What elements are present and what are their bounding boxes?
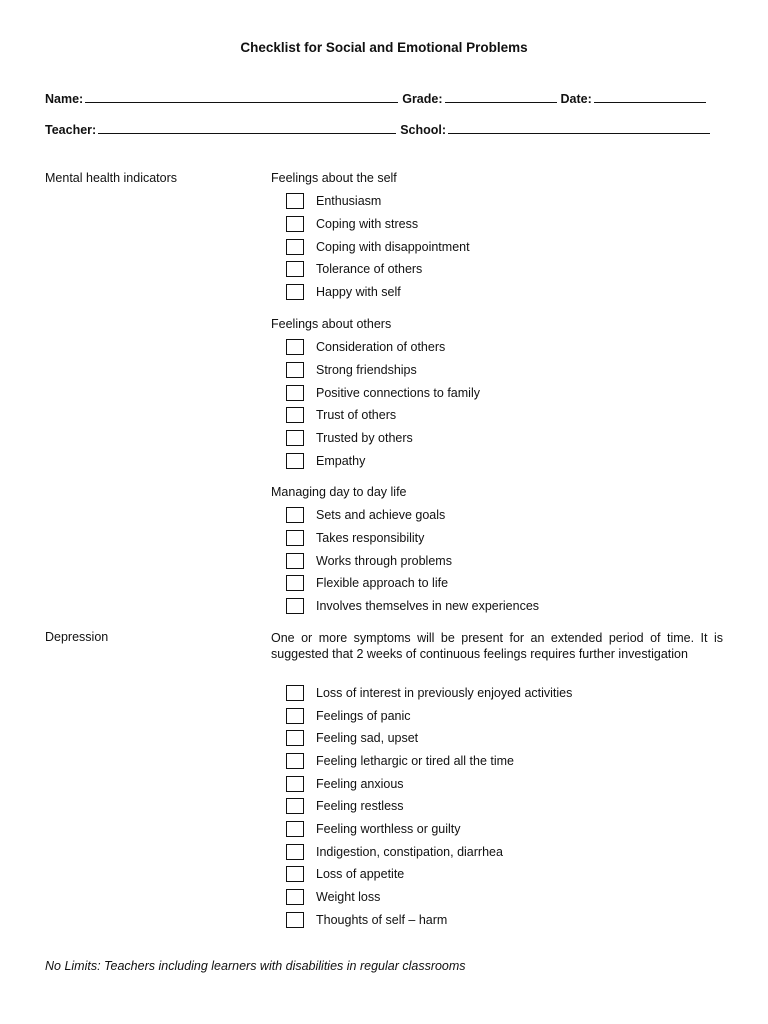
checklist-item: Enthusiasm	[286, 191, 381, 211]
checklist-item: Coping with disappointment	[286, 237, 470, 257]
checklist-item: Feelings of panic	[286, 706, 411, 726]
checkbox[interactable]	[286, 239, 304, 255]
checkbox[interactable]	[286, 844, 304, 860]
depression-description: One or more symptoms will be present for an extended period of time. It is suggested that 2 weeks of continuous feelings requires further investigation	[271, 631, 723, 661]
grade-field[interactable]	[445, 91, 557, 103]
checkbox[interactable]	[286, 430, 304, 446]
checklist-item: Loss of appetite	[286, 864, 404, 884]
mental-health-label: Mental health indicators	[45, 171, 178, 185]
checkbox[interactable]	[286, 776, 304, 792]
date-label: Date:	[560, 92, 592, 106]
checkbox[interactable]	[286, 730, 304, 746]
checkbox[interactable]	[286, 407, 304, 423]
checklist-item: Happy with self	[286, 282, 401, 302]
teacher-field[interactable]	[98, 122, 396, 134]
checkbox[interactable]	[286, 753, 304, 769]
date-field[interactable]	[594, 91, 706, 103]
checkbox[interactable]	[286, 453, 304, 469]
grade-label: Grade:	[402, 92, 443, 106]
checkbox[interactable]	[286, 216, 304, 232]
name-label: Name:	[45, 92, 84, 106]
checkbox[interactable]	[286, 685, 304, 701]
teacher-label: Teacher:	[45, 123, 97, 137]
name-grade-date-row	[45, 91, 723, 106]
checkbox[interactable]	[286, 530, 304, 546]
checklist-item: Strong friendships	[286, 360, 417, 380]
checkbox[interactable]	[286, 798, 304, 814]
checkbox[interactable]	[286, 553, 304, 569]
school-label: School:	[400, 123, 447, 137]
checklist-item: Thoughts of self – harm	[286, 910, 447, 930]
checklist-item: Feeling worthless or guilty	[286, 819, 461, 839]
checkbox[interactable]	[286, 339, 304, 355]
checklist-item: Indigestion, constipation, diarrhea	[286, 842, 503, 862]
checklist-item: Feeling anxious	[286, 774, 404, 794]
checklist-item: Trusted by others	[286, 428, 413, 448]
checkbox[interactable]	[286, 889, 304, 905]
checkbox[interactable]	[286, 284, 304, 300]
checklist-item: Trust of others	[286, 405, 396, 425]
checklist-item: Feeling lethargic or tired all the time	[286, 751, 514, 771]
checklist-item: Loss of interest in previously enjoyed activities	[286, 683, 572, 703]
checkbox[interactable]	[286, 385, 304, 401]
checkbox[interactable]	[286, 821, 304, 837]
depression-label: Depression	[45, 630, 109, 644]
checklist-item: Involves themselves in new experiences	[286, 596, 539, 616]
checkbox[interactable]	[286, 708, 304, 724]
checklist-item: Feeling restless	[286, 796, 404, 816]
checkbox[interactable]	[286, 193, 304, 209]
checkbox[interactable]	[286, 575, 304, 591]
checkbox[interactable]	[286, 261, 304, 277]
checkbox[interactable]	[286, 912, 304, 928]
checklist-item: Feeling sad, upset	[286, 728, 418, 748]
name-field[interactable]	[85, 91, 398, 103]
checklist-item: Empathy	[286, 451, 365, 471]
footer-citation: No Limits: Teachers including learners with disabilities in regular classrooms	[45, 959, 466, 973]
school-field[interactable]	[448, 122, 710, 134]
checklist-item: Flexible approach to life	[286, 573, 448, 593]
page-title: Checklist for Social and Emotional Problems	[240, 40, 528, 55]
checkbox[interactable]	[286, 507, 304, 523]
group-heading-others: Feelings about others	[271, 317, 392, 331]
checklist-item: Tolerance of others	[286, 259, 422, 279]
group-heading-daily-life: Managing day to day life	[271, 485, 407, 499]
checklist-item: Positive connections to family	[286, 383, 480, 403]
checklist-item: Weight loss	[286, 887, 380, 907]
checklist-item: Takes responsibility	[286, 528, 424, 548]
checklist-item: Coping with stress	[286, 214, 418, 234]
checklist-item: Sets and achieve goals	[286, 505, 445, 525]
checklist-item: Works through problems	[286, 551, 452, 571]
checkbox[interactable]	[286, 598, 304, 614]
group-heading-self: Feelings about the self	[271, 171, 397, 185]
teacher-school-row	[45, 122, 723, 137]
checkbox[interactable]	[286, 362, 304, 378]
checkbox[interactable]	[286, 866, 304, 882]
checklist-item: Consideration of others	[286, 337, 445, 357]
